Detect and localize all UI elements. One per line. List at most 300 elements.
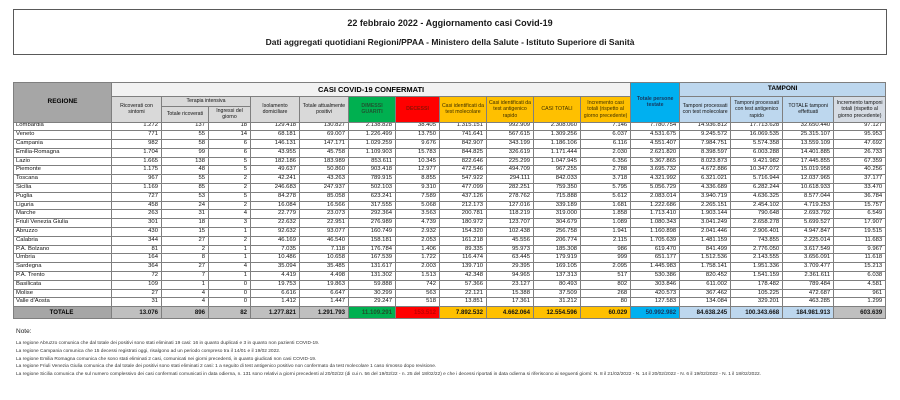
data-cell: 844.825 [440,148,487,157]
total-cell: 100.343.668 [731,307,783,319]
data-cell: 3.656.091 [783,254,834,263]
data-cell: 53 [162,192,209,201]
header-casi-molecolare: Casi identificati da test molecolare [440,97,487,123]
header-terapia-intensiva: Terapia intensiva [162,97,251,107]
table-row [14,289,886,298]
data-cell: 6.038 [834,272,886,281]
data-cell: 89.335 [440,245,487,254]
data-cell: 24 [162,201,209,210]
data-cell: 3.940.719 [680,192,731,201]
data-cell: 4.636.325 [731,192,783,201]
table-row [14,131,886,140]
data-cell: 18 [162,219,209,228]
data-cell: 1.481.159 [680,236,731,245]
data-cell: 1.951.336 [731,263,783,272]
data-cell: 2.776.050 [731,245,783,254]
data-cell: 5.716.944 [731,175,783,184]
data-cell: 127.016 [487,201,534,210]
data-cell: 212.173 [440,201,487,210]
data-cell: 5.612 [581,192,631,201]
data-cell: 19.753 [251,280,300,289]
header-ricoverati: Ricoverati con sintomi [112,97,162,123]
data-cell: 26.733 [834,148,886,157]
data-cell: 651.177 [631,254,680,263]
data-cell: 5.367.865 [631,157,680,166]
data-cell: 9.676 [396,140,440,149]
data-cell: 472.546 [440,166,487,175]
report-subtitle: Dati aggregati quotidiani Regioni/PPAA - Ministero della Salute - Istituto Superiore di Sanità [265,37,635,47]
data-cell: 38.405 [396,122,440,131]
header-tamponi-molecolare: Tamponi processati con test molecolare [680,97,731,123]
data-cell: 4.321.992 [631,175,680,184]
data-cell: 339.189 [534,201,581,210]
data-cell: 176.784 [349,245,396,254]
total-cell: 84.638.245 [680,307,731,319]
header-isolamento: Isolamento domiciliare [251,97,300,123]
data-cell: 225.299 [487,157,534,166]
data-cell: 2.053 [396,236,440,245]
data-cell: 3.563 [396,210,440,219]
data-cell: 1.080.343 [631,219,680,228]
data-cell: 99 [162,148,209,157]
data-cell: 1.175 [112,166,162,175]
region-name: P.A. Trento [14,272,112,281]
data-cell: 146.131 [251,140,300,149]
region-name: Veneto [14,131,112,140]
data-cell: 743.855 [731,236,783,245]
data-cell: 3.617.549 [783,245,834,254]
data-cell: 961 [834,289,886,298]
data-cell: 31 [112,298,162,307]
total-cell: 7.892.532 [440,307,487,319]
table-row [14,192,886,201]
table-row [14,166,886,175]
data-cell: 2.030 [581,148,631,157]
total-cell: 184.981.913 [783,307,834,319]
data-cell: 4.719.253 [783,201,834,210]
region-name: Basilicata [14,280,112,289]
data-cell: 45.758 [300,148,349,157]
region-name: Molise [14,289,112,298]
data-cell: 3.041.249 [680,219,731,228]
data-cell: 437.126 [440,192,487,201]
data-cell: 9.967 [834,245,886,254]
data-cell: 2.138.828 [349,122,396,131]
table-row [14,122,886,131]
data-cell: 23.127 [487,280,534,289]
data-cell: 92.632 [251,228,300,237]
data-cell: 1 [162,280,209,289]
title-box [13,9,887,55]
data-cell: 2.788 [581,166,631,175]
data-cell: 5 [209,166,251,175]
data-cell: 68.181 [251,131,300,140]
data-cell: 13.559.109 [783,140,834,149]
data-cell: 35.094 [251,263,300,272]
data-cell: 1.704 [112,148,162,157]
data-cell: 5.795 [581,184,631,193]
data-cell: 329.201 [731,298,783,307]
data-cell: 301 [112,219,162,228]
data-cell: 2.906.401 [731,228,783,237]
data-cell: 123.707 [487,219,534,228]
data-cell: 33.470 [834,184,886,193]
data-cell: 1.109.903 [349,148,396,157]
note-line: La regione Campania comunica che 15 decessi registrati oggi, risalgono ad un periodo compreso tra il 14/01 e il 19/02 2022. [16,348,281,354]
data-cell: 58 [162,140,209,149]
header-totale-tamponi: TOTALE tamponi effettuati [783,97,834,123]
data-cell: 30.299 [349,289,396,298]
data-cell: 13.851 [440,298,487,307]
region-name: Liguria [14,201,112,210]
header-tamponi-group: TAMPONI [680,83,886,97]
region-name: Toscana [14,175,112,184]
data-cell: 161.218 [440,236,487,245]
data-cell: 7.780.754 [631,122,680,131]
data-cell: 6.356 [581,157,631,166]
data-cell: 1.681 [581,201,631,210]
data-cell: 1.412 [251,298,300,307]
data-cell: 5.056.729 [631,184,680,193]
region-name: Campania [14,140,112,149]
data-cell: 1.903.144 [680,210,731,219]
data-cell: 167.539 [349,254,396,263]
data-cell: 10.345 [396,157,440,166]
data-cell: 6 [209,140,251,149]
data-cell: 46.540 [300,236,349,245]
data-cell: 790.648 [731,210,783,219]
data-cell: 741.641 [440,131,487,140]
data-cell: 1.171.444 [534,148,581,157]
data-cell: 19.863 [300,280,349,289]
data-cell: 147.171 [300,140,349,149]
data-cell: 842.033 [534,175,581,184]
data-cell: 164 [112,254,162,263]
data-cell: 63.445 [487,254,534,263]
data-cell: 3.695.732 [631,166,680,175]
header-casi-totali: CASI TOTALI [534,97,581,123]
data-cell: 472.687 [783,289,834,298]
data-cell: 367.462 [680,289,731,298]
data-cell: 22.632 [251,219,300,228]
data-cell: 137.313 [534,272,581,281]
data-cell: 1.272 [112,122,162,131]
header-casi-confermati-group: CASI COVID-19 CONFERMATI [112,83,631,97]
data-cell: 67.359 [834,157,886,166]
data-cell: 40.256 [834,166,886,175]
data-cell: 36.784 [834,192,886,201]
data-cell: 771 [112,131,162,140]
data-cell: 129.418 [251,122,300,131]
table-row [14,272,886,281]
report-title: 22 febbraio 2022 - Aggiornamento casi Covid-19 [347,18,553,28]
data-cell: 22.951 [300,219,349,228]
data-cell: 206.774 [534,236,581,245]
region-name: Calabria [14,236,112,245]
total-cell: 12.554.596 [534,307,581,319]
data-cell: 14 [209,131,251,140]
data-cell: 2.095 [581,263,631,272]
data-cell: 14.401.885 [783,148,834,157]
data-cell: 7.118 [300,245,349,254]
data-cell: 57.366 [440,280,487,289]
data-cell: 517 [581,272,631,281]
data-cell: 94.965 [487,272,534,281]
data-cell: 518 [396,298,440,307]
table-row [14,263,886,272]
data-cell: 7.984.751 [680,140,731,149]
data-cell: 992.909 [487,122,534,131]
data-cell: 1 [209,228,251,237]
data-cell: 789.484 [783,280,834,289]
data-cell: 84.278 [251,192,300,201]
data-cell: 3 [209,219,251,228]
region-name: Marche [14,210,112,219]
data-cell: 22.121 [440,289,487,298]
data-cell: 12.037.965 [783,175,834,184]
data-cell: 29.247 [349,298,396,307]
data-cell: 1.160.898 [631,228,680,237]
data-cell: 4 [162,289,209,298]
data-cell: 278.762 [487,192,534,201]
data-cell: 4.336.689 [680,184,731,193]
data-cell: 1.445.983 [631,263,680,272]
data-cell: 420.573 [631,289,680,298]
data-cell: 160.749 [349,228,396,237]
data-cell: 55 [162,131,209,140]
data-cell: 102.438 [487,228,534,237]
data-cell: 130.827 [300,122,349,131]
data-cell: 8.398.597 [680,148,731,157]
data-cell: 2 [209,201,251,210]
data-cell: 1.089 [581,219,631,228]
data-cell: 853.611 [349,157,396,166]
data-cell: 2.308.060 [534,122,581,131]
data-cell: 1.299 [834,298,886,307]
data-cell: 1.309.256 [534,131,581,140]
data-cell: 6.116 [581,140,631,149]
data-cell: 2.115 [581,236,631,245]
data-cell: 292.364 [349,210,396,219]
data-cell: 109 [112,280,162,289]
note-line: La regione Abruzzo comunica che dal totale dei positivi sono stati eliminati 19 casi: 16 in quanto duplicati e 3 in quanto non pazienti COVID-19. [16,341,320,347]
data-cell: 8.577.044 [783,192,834,201]
table-row [14,219,886,228]
total-cell: 13.076 [112,307,162,319]
data-cell: 15 [162,228,209,237]
data-cell: 15.783 [396,148,440,157]
data-cell: 105.225 [731,289,783,298]
region-name: P.A. Bolzano [14,245,112,254]
data-cell: 16.069.535 [731,131,783,140]
data-cell: 85.058 [300,192,349,201]
data-cell: 19.515 [834,228,886,237]
data-cell: 256.758 [534,228,581,237]
data-cell: 32.650.440 [783,122,834,131]
data-cell: 7 [162,272,209,281]
data-cell: 547.922 [440,175,487,184]
notes-label: Note: [16,328,32,336]
data-cell: 169.105 [534,263,581,272]
data-cell: 247.937 [300,184,349,193]
data-cell: 15.757 [834,201,886,210]
data-cell: 477.099 [440,184,487,193]
total-row [14,307,886,319]
data-cell: 822.646 [440,157,487,166]
data-cell: 0 [209,280,251,289]
data-cell: 2.454.102 [731,201,783,210]
data-cell: 530.386 [631,272,680,281]
note-line: La regione Sicilia comunica che sul numero complessivo dei casi confermati comunicati in data odierna, n. 131 sono relativi a giorni precedenti al 20/02/22 (di cui n. 56 del 19/02/22 - n. 25 del 18/02/22) e che i decessi riportati in data odierna si riferiscono ai seguenti giorni: N. 8 il 21/02/2022 - N. 14 il 20/02/2022 - N. 6 il 19/02/2022 - N. 1 il 18/02/2022. [16,371,762,377]
total-cell: 4.662.064 [487,307,534,319]
data-cell: 16.566 [300,201,349,210]
header-incremento-tamponi: Incremento tamponi totali (rispetto al giorno precedente) [834,97,886,123]
data-cell: 49.637 [251,166,300,175]
data-cell: 4.947.847 [783,228,834,237]
data-cell: 17.713.628 [731,122,783,131]
data-cell: 1.722 [396,254,440,263]
data-cell: 1.169 [112,184,162,193]
data-cell: 178.482 [731,280,783,289]
header-dimessi-guariti: DIMESSI GUARITI [349,97,396,123]
data-cell: 6.037 [581,131,631,140]
region-name: Piemonte [14,166,112,175]
data-cell: 131.617 [349,263,396,272]
data-cell: 842.907 [440,140,487,149]
data-cell: 1.226.499 [349,131,396,140]
data-cell: 4 [209,210,251,219]
data-cell: 276.989 [349,219,396,228]
data-cell: 4.498 [300,272,349,281]
data-cell: 1.222.686 [631,201,680,210]
data-cell: 2.265.151 [680,201,731,210]
data-cell: 1.513 [396,272,440,281]
data-cell: 2.932 [396,228,440,237]
data-cell: 1.705.639 [631,236,680,245]
data-cell: 15.019.958 [783,166,834,175]
data-cell: 986 [581,245,631,254]
data-cell: 134.084 [680,298,731,307]
data-cell: 494.709 [487,166,534,175]
data-cell: 2.361.611 [783,272,834,281]
table-row [14,157,886,166]
total-cell: 153.512 [396,307,440,319]
header-attualmente-positivi: Totale attualmente positivi [300,97,349,123]
data-cell: 5 [209,192,251,201]
table-header [14,83,886,123]
data-cell: 127.583 [631,298,680,307]
data-cell: 15.388 [487,289,534,298]
data-cell: 31.212 [534,298,581,307]
data-cell: 93.077 [300,228,349,237]
data-cell: 611.002 [680,280,731,289]
data-cell: 17.907 [834,219,886,228]
table-row [14,245,886,254]
data-cell: 317.555 [349,201,396,210]
data-cell: 364 [112,263,162,272]
data-cell: 2.658.278 [731,219,783,228]
data-cell: 1.186.106 [534,140,581,149]
data-cell: 12.977 [396,166,440,175]
data-cell: 2 [209,236,251,245]
data-cell: 1.029.259 [349,140,396,149]
table-row [14,254,886,263]
data-cell: 139.710 [440,263,487,272]
data-cell: 7.146 [581,122,631,131]
data-cell: 567.615 [487,131,534,140]
data-cell: 967 [112,175,162,184]
data-cell: 1.541.159 [731,272,783,281]
total-cell: 1.291.793 [300,307,349,319]
data-cell: 982 [112,140,162,149]
table-row [14,140,886,149]
data-cell: 9.310 [396,184,440,193]
data-cell: 72 [112,272,162,281]
data-cell: 5.699.527 [783,219,834,228]
data-cell: 5.068 [396,201,440,210]
total-cell: 11.109.291 [349,307,396,319]
data-cell: 43.263 [300,175,349,184]
total-cell: 1.277.821 [251,307,300,319]
data-cell: 319.000 [534,210,581,219]
data-cell: 903.418 [349,166,396,175]
data-cell: 1.665 [112,157,162,166]
data-cell: 326.619 [487,148,534,157]
data-cell: 15.213 [834,263,886,272]
data-cell: 1.758.141 [680,263,731,272]
header-tamponi-antigenico: Tamponi processati con test antigenico rapido [731,97,783,123]
data-cell: 22.779 [251,210,300,219]
data-cell: 13.750 [396,131,440,140]
data-cell: 268 [581,289,631,298]
data-cell: 999 [581,254,631,263]
header-totale-ricoverati: Totale ricoverati [162,106,209,122]
data-cell: 6.549 [834,210,886,219]
table-body [14,122,886,319]
data-cell: 4.581 [834,280,886,289]
region-name: Umbria [14,254,112,263]
data-cell: 10.658 [300,254,349,263]
data-cell: 5 [209,157,251,166]
data-cell: 11.618 [834,254,886,263]
data-cell: 43.955 [251,148,300,157]
data-cell: 246.683 [251,184,300,193]
region-name: Lombardia [14,122,112,131]
total-label: TOTALE [14,307,112,319]
data-cell: 715.888 [534,192,581,201]
region-name: Friuli Venezia Giulia [14,219,112,228]
data-cell: 1 [209,245,251,254]
data-cell: 4.672.886 [680,166,731,175]
data-cell: 4.419 [251,272,300,281]
data-cell: 1 [209,272,251,281]
data-cell: 97.127 [834,122,886,131]
data-cell: 2.083.014 [631,192,680,201]
data-cell: 1.512.536 [680,254,731,263]
data-cell: 9.421.982 [731,157,783,166]
data-cell: 137 [162,122,209,131]
notes-section [13,328,887,378]
data-cell: 4.739 [396,219,440,228]
data-cell: 59.888 [349,280,396,289]
data-cell: 7.035 [251,245,300,254]
table-row [14,210,886,219]
data-cell: 967.255 [534,166,581,175]
data-cell: 11.683 [834,236,886,245]
header-decessi: DECESSI [396,97,440,123]
data-cell: 789.915 [349,175,396,184]
table-row [14,228,886,237]
